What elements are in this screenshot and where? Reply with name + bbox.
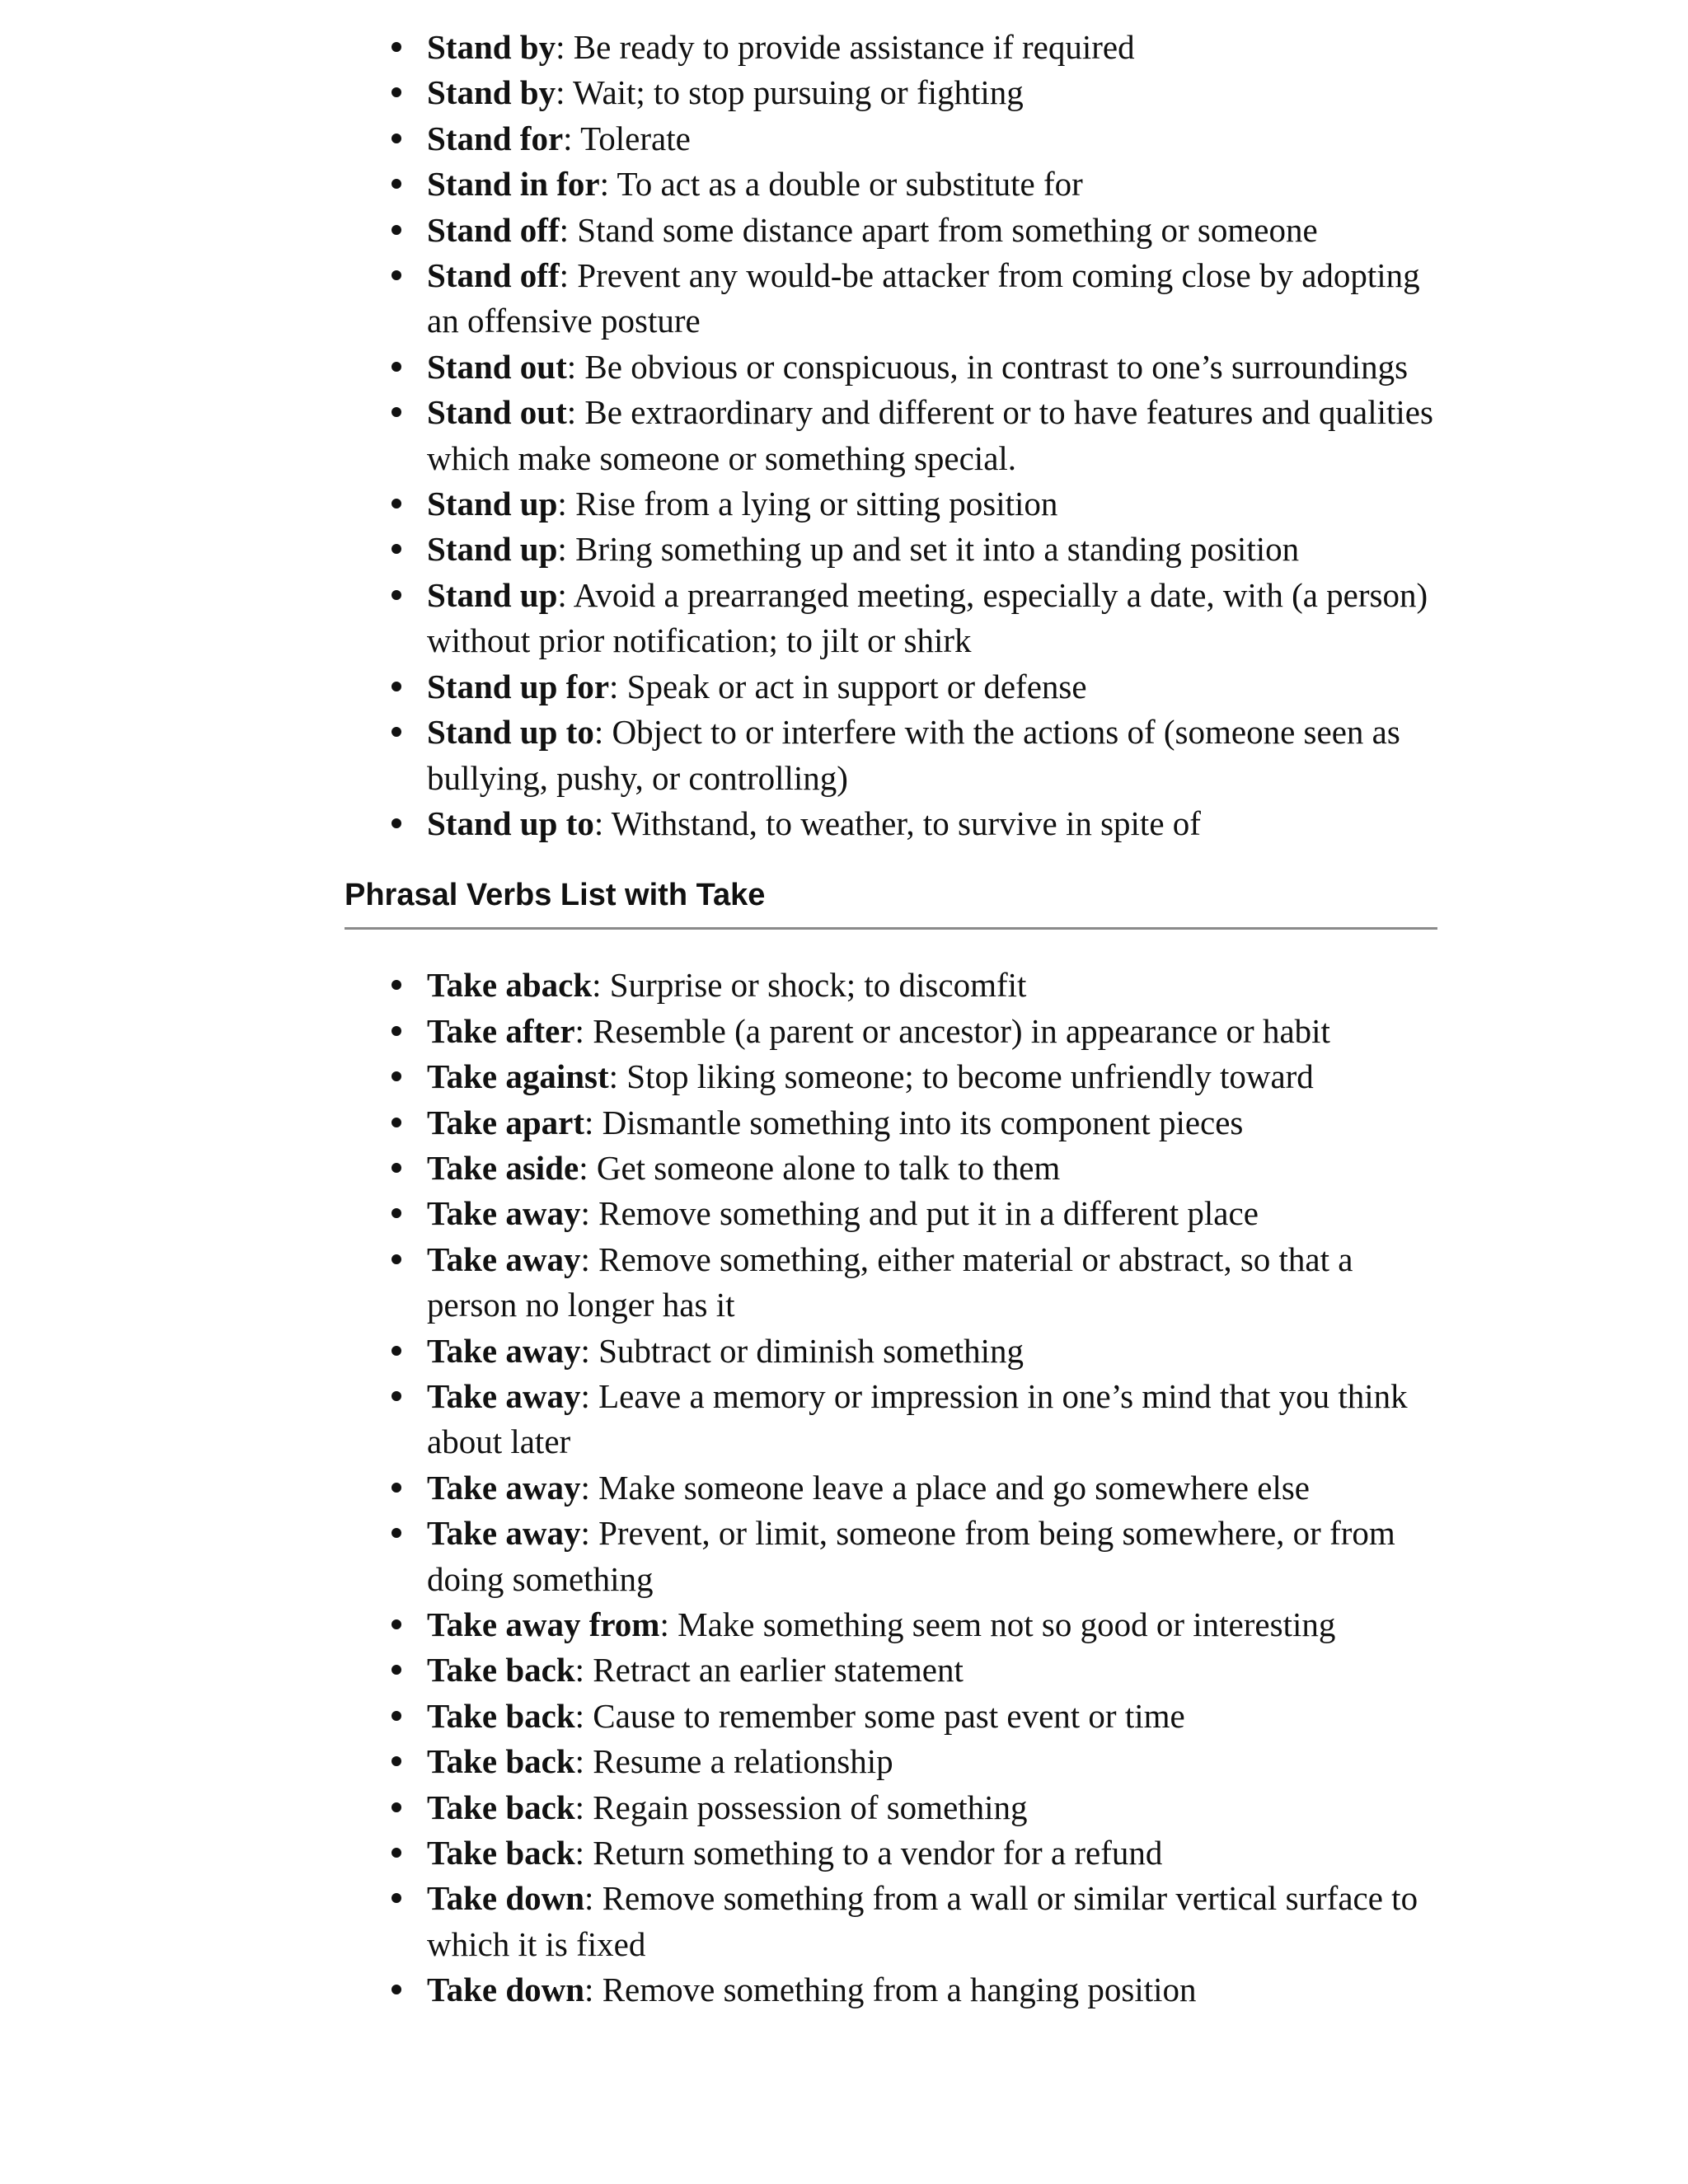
article-body: [345, 25, 1449, 2013]
phrasal-verb-term: Stand off: [427, 210, 560, 249]
phrasal-verb-definition: : Prevent, or limit, someone from being somewhere, or from doing something: [427, 1514, 1395, 1598]
list-item: [345, 1146, 1449, 1191]
list-item: [345, 25, 1449, 70]
phrasal-verb-term: Stand by: [427, 73, 556, 112]
phrasal-verb-definition: : Stop liking someone; to become unfriendly toward: [608, 1057, 1314, 1096]
list-item: [345, 344, 1449, 390]
phrasal-verb-term: Take aback: [427, 966, 593, 1005]
phrasal-verb-definition: : Return something to a vendor for a refund: [574, 1834, 1163, 1872]
phrasal-verb-definition: : Be obvious or conspicuous, in contrast to one’s surroundings: [566, 347, 1409, 386]
phrasal-verb-definition: : Rise from a lying or sitting position: [557, 485, 1058, 523]
phrasal-verb-definition: : Avoid a prearranged meeting, especially a date, with (a person) without prior notification; to jilt or shirk: [427, 575, 1428, 660]
phrasal-verb-definition: : Get someone alone to talk to them: [579, 1148, 1061, 1187]
list-item: [345, 801, 1449, 846]
list-item: [345, 70, 1449, 115]
phrasal-verb-term: Stand out: [427, 393, 567, 432]
phrasal-verb-term: Stand up for: [427, 667, 610, 705]
phrasal-verb-definition: : Be ready to provide assistance if required: [556, 28, 1135, 66]
list-item: [345, 162, 1449, 207]
phrasal-verb-definition: : Tolerate: [563, 119, 691, 157]
phrasal-verb-term: Take down: [427, 1971, 585, 2009]
list-item: [345, 1465, 1449, 1511]
phrasal-verb-definition: : Resemble (a parent or ancestor) in appearance or habit: [574, 1011, 1330, 1050]
list-item: [345, 390, 1449, 481]
phrasal-verb-term: Stand up to: [427, 804, 594, 842]
phrasal-verb-term: Take away: [427, 1240, 581, 1278]
phrasal-verb-definition: : Remove something from a hanging position: [584, 1971, 1197, 2009]
list-item: [345, 1329, 1449, 1374]
phrasal-verb-term: Stand up: [427, 485, 558, 523]
list-item: [345, 963, 1449, 1008]
phrasal-verb-definition: : Regain possession of something: [574, 1788, 1028, 1826]
list-item: [345, 1602, 1449, 1647]
phrasal-verb-term: Take away: [427, 1331, 581, 1370]
phrasal-verb-definition: : Remove something, either material or abstract, so that a person no longer has it: [427, 1240, 1353, 1324]
phrasal-verb-definition: : Make something seem not so good or interesting: [659, 1605, 1336, 1643]
list-item: [345, 710, 1449, 801]
phrasal-verb-definition: : Object to or interfere with the actions of (someone seen as bullying, pushy, or controlling): [427, 713, 1400, 797]
phrasal-verb-definition: : Prevent any would-be attacker from coming close by adopting an offensive posture: [427, 256, 1420, 340]
list-item: [345, 1009, 1449, 1054]
list-item: [345, 481, 1449, 527]
list-item: [345, 1374, 1449, 1465]
list-item: [345, 1739, 1449, 1784]
phrasal-verb-term: Stand in for: [427, 165, 600, 204]
phrasal-verb-term: Take aside: [427, 1148, 579, 1187]
phrasal-verb-term: Take down: [427, 1879, 585, 1918]
stand-phrasal-verbs-list: [345, 25, 1449, 846]
phrasal-verb-term: Take away: [427, 1468, 581, 1507]
phrasal-verb-definition: : Speak or act in support or defense: [609, 667, 1087, 705]
phrasal-verb-term: Stand out: [427, 347, 567, 386]
phrasal-verb-definition: : Wait; to stop pursuing or fighting: [556, 73, 1024, 112]
list-item: [345, 1511, 1449, 1602]
phrasal-verb-term: Stand up to: [427, 713, 594, 752]
list-item: [345, 208, 1449, 253]
list-item: [345, 1100, 1449, 1146]
list-item: [345, 116, 1449, 162]
phrasal-verb-term: Take away: [427, 1376, 581, 1415]
list-item: [345, 1967, 1449, 2013]
phrasal-verb-term: Take back: [427, 1651, 575, 1690]
list-item: [345, 1237, 1449, 1329]
phrasal-verb-definition: : To act as a double or substitute for: [599, 165, 1083, 204]
list-item: [345, 253, 1449, 344]
phrasal-verb-term: Take away: [427, 1514, 581, 1553]
list-item: [345, 1694, 1449, 1739]
phrasal-verb-definition: : Leave a memory or impression in one’s mind that you think about later: [427, 1376, 1408, 1461]
phrasal-verb-term: Take back: [427, 1742, 575, 1781]
phrasal-verb-definition: : Surprise or shock; to discomfit: [592, 966, 1027, 1005]
phrasal-verb-definition: : Remove something and put it in a different place: [580, 1194, 1259, 1233]
list-item: [345, 1054, 1449, 1099]
phrasal-verb-definition: : Remove something from a wall or similar vertical surface to which it is fixed: [427, 1879, 1418, 1963]
phrasal-verb-term: Stand up: [427, 530, 558, 569]
phrasal-verb-term: Take away from: [427, 1605, 660, 1643]
phrasal-verb-term: Take apart: [427, 1103, 584, 1141]
list-item: [345, 573, 1449, 664]
phrasal-verb-term: Take back: [427, 1696, 575, 1735]
phrasal-verb-definition: : Make someone leave a place and go somewhere else: [580, 1468, 1310, 1507]
list-item: [345, 1876, 1449, 1967]
phrasal-verb-definition: : Bring something up and set it into a standing position: [557, 530, 1300, 569]
phrasal-verb-definition: : Resume a relationship: [574, 1742, 893, 1781]
list-item: [345, 1830, 1449, 1876]
list-item: [345, 664, 1449, 710]
phrasal-verb-definition: : Cause to remember some past event or time: [574, 1696, 1185, 1735]
phrasal-verb-term: Take back: [427, 1788, 575, 1826]
take-phrasal-verbs-list: [345, 963, 1449, 2013]
phrasal-verb-definition: : Dismantle something into its component pieces: [584, 1103, 1244, 1141]
phrasal-verb-term: Take against: [427, 1057, 609, 1096]
phrasal-verb-definition: : Subtract or diminish something: [580, 1331, 1024, 1370]
phrasal-verb-term: Stand off: [427, 256, 560, 295]
list-item: [345, 1647, 1449, 1693]
phrasal-verb-term: Stand by: [427, 28, 556, 66]
phrasal-verb-term: Stand up: [427, 575, 558, 614]
phrasal-verb-term: Take back: [427, 1834, 575, 1872]
list-item: [345, 1191, 1449, 1236]
section-heading-take: Phrasal Verbs List with Take: [345, 846, 1437, 930]
phrasal-verb-definition: : Be extraordinary and different or to have features and qualities which make someone or something special.: [427, 393, 1433, 477]
phrasal-verb-definition: : Retract an earlier statement: [574, 1651, 964, 1690]
phrasal-verb-definition: : Withstand, to weather, to survive in spite of: [593, 804, 1201, 842]
phrasal-verb-definition: : Stand some distance apart from something or someone: [559, 210, 1318, 249]
list-item: [345, 527, 1449, 572]
phrasal-verb-term: Take away: [427, 1194, 581, 1233]
list-item: [345, 1785, 1449, 1830]
phrasal-verb-term: Stand for: [427, 119, 564, 157]
phrasal-verb-term: Take after: [427, 1011, 575, 1050]
